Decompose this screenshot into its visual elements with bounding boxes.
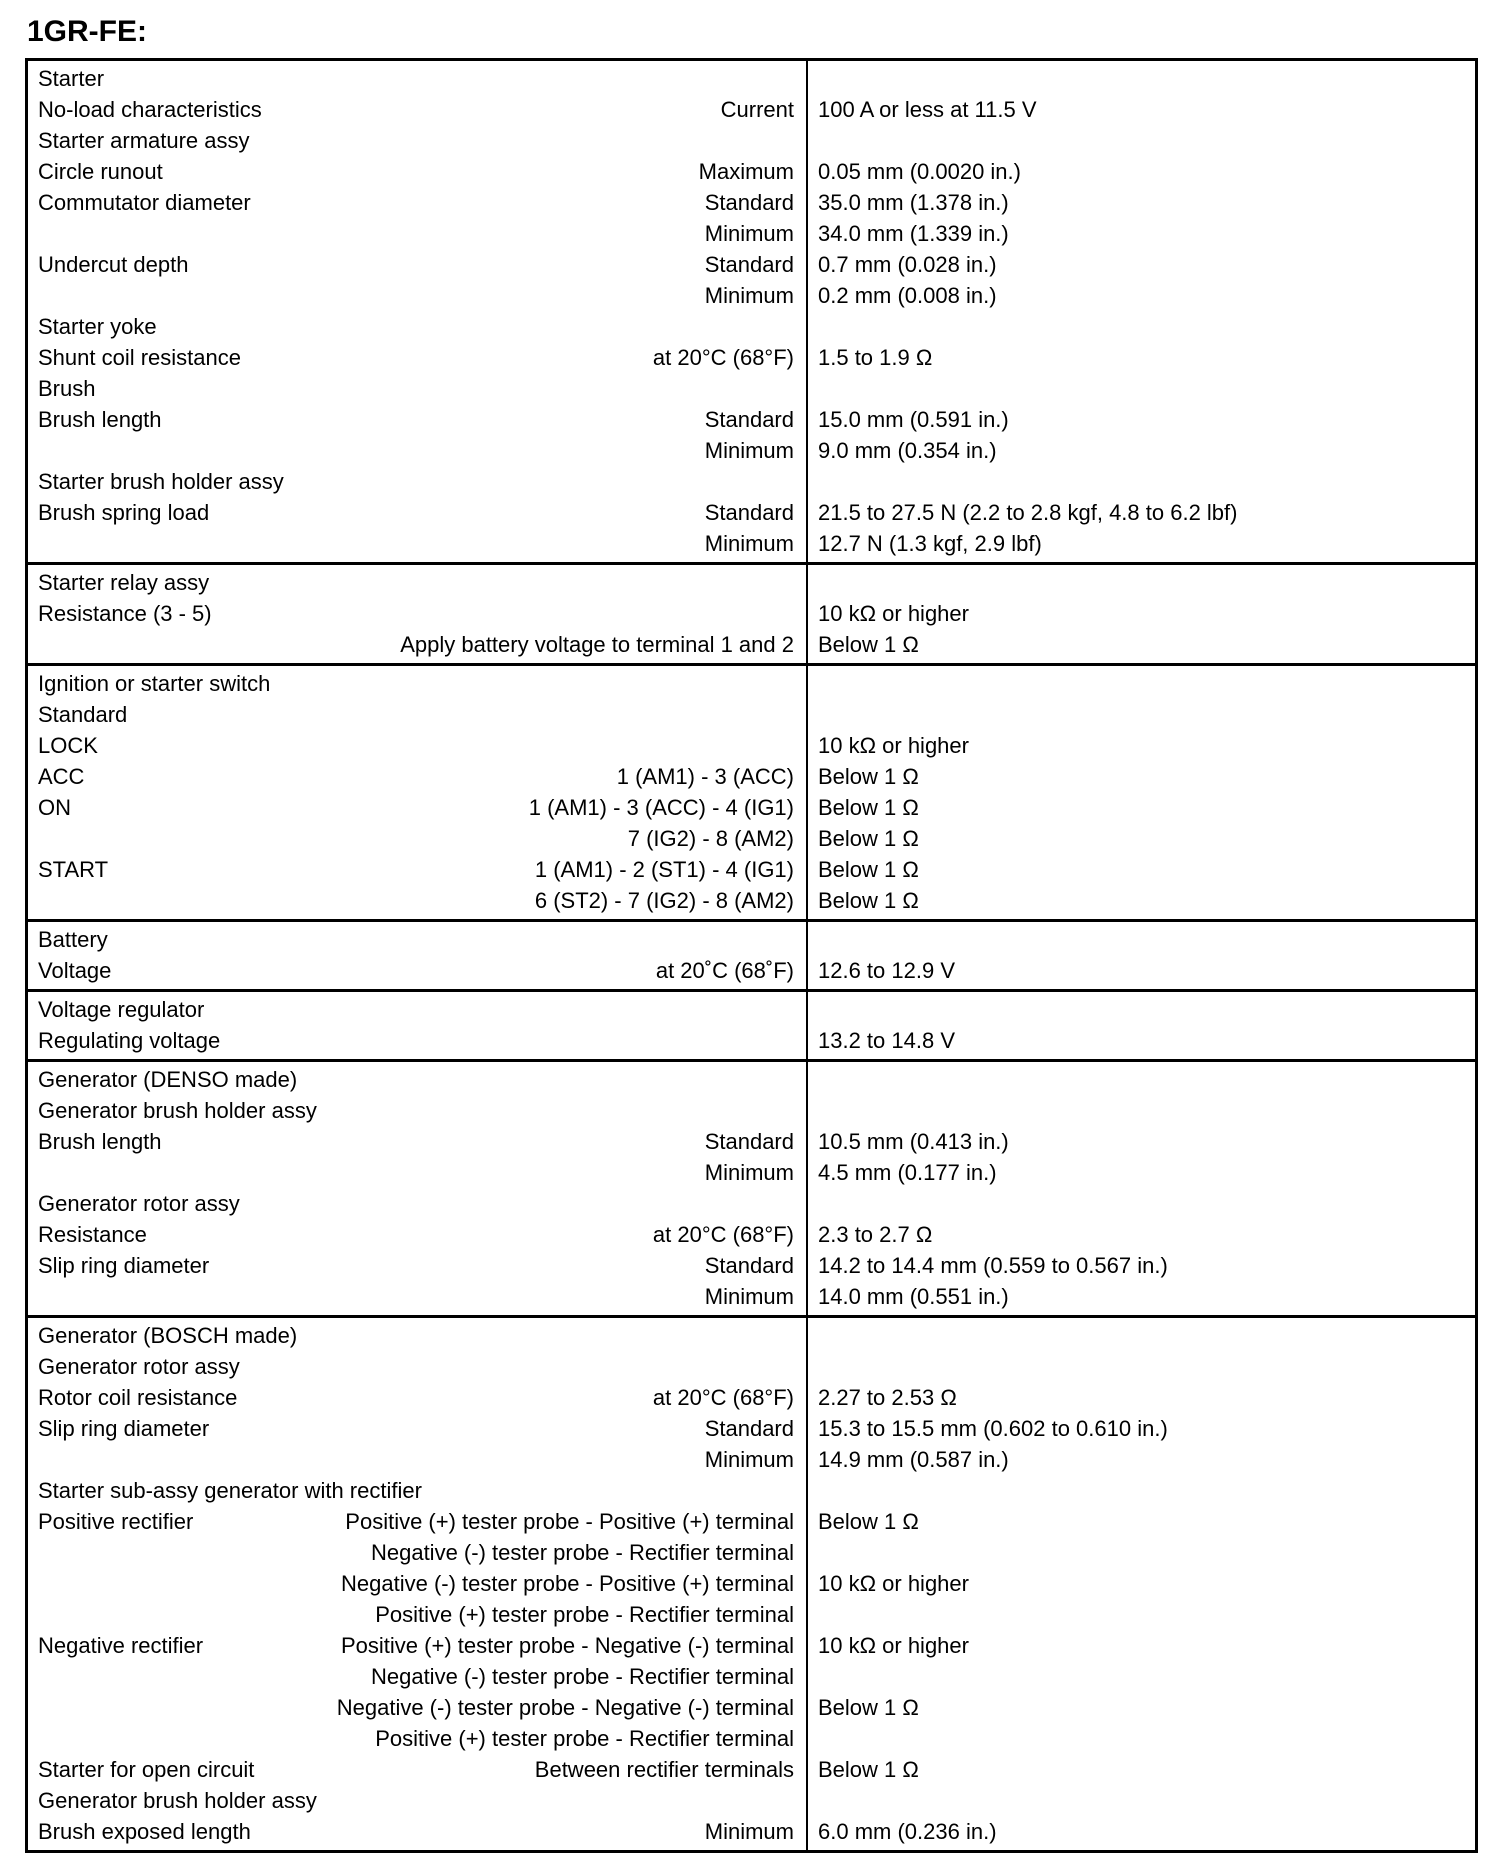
row-condition: Minimum: [704, 1159, 794, 1185]
row-value: 4.5 mm (0.177 in.): [818, 1159, 997, 1185]
row-condition: at 20°C (68°F): [652, 1221, 794, 1247]
row-value: 15.3 to 15.5 mm (0.602 to 0.610 in.): [818, 1415, 1168, 1441]
spec-row-right: [808, 761, 1475, 792]
spec-row-left: [28, 249, 806, 280]
spec-section: [28, 663, 1475, 919]
row-value: 34.0 mm (1.339 in.): [818, 220, 1009, 246]
row-label: Starter armature assy: [38, 127, 250, 153]
spec-row-left: [28, 1816, 806, 1847]
row-condition: Positive (+) tester probe - Rectifier terminal: [375, 1725, 794, 1751]
row-value: Below 1 Ω: [818, 1508, 919, 1534]
section-left-column: [28, 922, 808, 989]
row-condition: Positive (+) tester probe - Negative (-) terminal: [341, 1632, 794, 1658]
spec-row-left: [28, 218, 806, 249]
spec-row-right: [808, 497, 1475, 528]
spec-row-right: [808, 1723, 1475, 1754]
row-condition: Minimum: [704, 1446, 794, 1472]
spec-row-left: [28, 854, 806, 885]
row-value: 9.0 mm (0.354 in.): [818, 437, 997, 463]
spec-row-left: [28, 761, 806, 792]
row-label: Generator rotor assy: [38, 1190, 240, 1216]
spec-row-left: [28, 699, 806, 730]
row-condition: Standard: [704, 1415, 794, 1441]
spec-row-right: [808, 1506, 1475, 1537]
spec-row-left: [28, 792, 806, 823]
row-condition: Negative (-) tester probe - Rectifier terminal: [370, 1539, 794, 1565]
spec-row-right: [808, 1661, 1475, 1692]
spec-row-left: [28, 1025, 806, 1056]
spec-section: [28, 562, 1475, 663]
row-label: Starter for open circuit: [38, 1756, 255, 1782]
spec-row-right: [808, 1281, 1475, 1312]
row-value: 14.0 mm (0.551 in.): [818, 1283, 1009, 1309]
row-value: Below 1 Ω: [818, 631, 919, 657]
row-label: Starter yoke: [38, 313, 157, 339]
spec-row-right: [808, 1785, 1475, 1816]
row-condition: 1 (AM1) - 3 (ACC): [616, 763, 794, 789]
row-condition: Positive (+) tester probe - Positive (+) terminal: [345, 1508, 794, 1534]
spec-row-left: [28, 342, 806, 373]
row-label: Starter: [38, 65, 105, 91]
row-condition: Negative (-) tester probe - Rectifier terminal: [370, 1663, 794, 1689]
spec-row-right: [808, 1630, 1475, 1661]
row-value: 100 A or less at 11.5 V: [818, 96, 1037, 122]
spec-row-right: [808, 1816, 1475, 1847]
row-condition: Minimum: [704, 1818, 794, 1844]
section-right-column: [808, 1064, 1475, 1312]
row-condition: at 20°C (68°F): [652, 1384, 794, 1410]
row-condition: Standard: [704, 189, 794, 215]
spec-row-right: [808, 854, 1475, 885]
row-value: Below 1 Ω: [818, 1694, 919, 1720]
row-value: 14.9 mm (0.587 in.): [818, 1446, 1009, 1472]
row-value: 10 kΩ or higher: [818, 1632, 969, 1658]
spec-section: [28, 1059, 1475, 1315]
row-label: Positive rectifier: [38, 1508, 194, 1534]
spec-row-right: [808, 1537, 1475, 1568]
row-value: 6.0 mm (0.236 in.): [818, 1818, 997, 1844]
spec-row-right: [808, 1320, 1475, 1351]
section-right-column: [808, 63, 1475, 559]
spec-row-right: [808, 466, 1475, 497]
row-value: Below 1 Ω: [818, 825, 919, 851]
row-label: LOCK: [38, 732, 98, 758]
row-label: Generator (DENSO made): [38, 1066, 298, 1092]
spec-row-right: [808, 730, 1475, 761]
spec-row-right: [808, 885, 1475, 916]
row-condition: Minimum: [704, 437, 794, 463]
spec-section: [28, 989, 1475, 1059]
row-label: Ignition or starter switch: [38, 670, 271, 696]
spec-row-left: [28, 1351, 806, 1382]
spec-row-right: [808, 342, 1475, 373]
spec-section: [28, 1315, 1475, 1850]
row-condition: Minimum: [704, 530, 794, 556]
row-label: Starter brush holder assy: [38, 468, 284, 494]
spec-row-left: [28, 1219, 806, 1250]
row-value: 35.0 mm (1.378 in.): [818, 189, 1009, 215]
spec-row-left: [28, 1413, 806, 1444]
row-value: 0.05 mm (0.0020 in.): [818, 158, 1021, 184]
row-label: Regulating voltage: [38, 1027, 221, 1053]
spec-row-left: [28, 1320, 806, 1351]
row-value: Below 1 Ω: [818, 887, 919, 913]
spec-row-right: [808, 1444, 1475, 1475]
row-label: Resistance: [38, 1221, 147, 1247]
row-label: Voltage: [38, 957, 112, 983]
spec-row-left: [28, 885, 806, 916]
spec-row-left: [28, 404, 806, 435]
row-label: Generator brush holder assy: [38, 1097, 317, 1123]
page-title: 1GR-FE:: [27, 15, 147, 48]
spec-row-right: [808, 528, 1475, 559]
row-value: 2.3 to 2.7 Ω: [818, 1221, 933, 1247]
spec-row-right: [808, 1475, 1475, 1506]
spec-row-right: [808, 1250, 1475, 1281]
spec-row-left: [28, 311, 806, 342]
spec-row-right: [808, 1413, 1475, 1444]
spec-row-right: [808, 1025, 1475, 1056]
spec-row-left: [28, 1444, 806, 1475]
spec-row-left: [28, 1157, 806, 1188]
row-label: Battery: [38, 926, 108, 952]
spec-section: [28, 919, 1475, 989]
spec-row-right: [808, 924, 1475, 955]
row-label: Shunt coil resistance: [38, 344, 241, 370]
row-label: Brush exposed length: [38, 1818, 251, 1844]
row-value: 21.5 to 27.5 N (2.2 to 2.8 kgf, 4.8 to 6.2 lbf): [818, 499, 1238, 525]
row-condition: 1 (AM1) - 2 (ST1) - 4 (IG1): [534, 856, 794, 882]
row-condition: Minimum: [704, 282, 794, 308]
row-value: 10 kΩ or higher: [818, 600, 969, 626]
spec-row-left: [28, 1630, 806, 1661]
spec-row-left: [28, 1095, 806, 1126]
spec-row-right: [808, 373, 1475, 404]
row-condition: Standard: [704, 1128, 794, 1154]
row-condition: Positive (+) tester probe - Rectifier terminal: [375, 1601, 794, 1627]
spec-row-left: [28, 125, 806, 156]
row-label: Commutator diameter: [38, 189, 251, 215]
spec-row-right: [808, 1219, 1475, 1250]
spec-row-right: [808, 1568, 1475, 1599]
row-value: 15.0 mm (0.591 in.): [818, 406, 1009, 432]
row-value: Below 1 Ω: [818, 1756, 919, 1782]
row-label: Voltage regulator: [38, 996, 205, 1022]
row-value: 0.2 mm (0.008 in.): [818, 282, 997, 308]
spec-row-right: [808, 1126, 1475, 1157]
spec-row-left: [28, 94, 806, 125]
spec-row-left: [28, 1281, 806, 1312]
spec-row-left: [28, 1754, 806, 1785]
spec-row-left: [28, 567, 806, 598]
row-value: Below 1 Ω: [818, 763, 919, 789]
spec-row-left: [28, 497, 806, 528]
spec-row-right: [808, 94, 1475, 125]
spec-row-right: [808, 792, 1475, 823]
spec-row-right: [808, 823, 1475, 854]
row-label: Rotor coil resistance: [38, 1384, 238, 1410]
row-condition: 1 (AM1) - 3 (ACC) - 4 (IG1): [528, 794, 794, 820]
spec-row-right: [808, 249, 1475, 280]
spec-row-right: [808, 567, 1475, 598]
section-right-column: [808, 567, 1475, 660]
row-label: Standard: [38, 701, 128, 727]
row-label: Negative rectifier: [38, 1632, 204, 1658]
spec-row-left: [28, 1064, 806, 1095]
row-value: 0.7 mm (0.028 in.): [818, 251, 997, 277]
spec-row-left: [28, 629, 806, 660]
spec-row-right: [808, 435, 1475, 466]
row-condition: at 20˚C (68˚F): [655, 957, 794, 983]
spec-row-left: [28, 730, 806, 761]
spec-row-right: [808, 311, 1475, 342]
spec-row-left: [28, 1568, 806, 1599]
row-label: START: [38, 856, 109, 882]
spec-row-right: [808, 156, 1475, 187]
spec-row-right: [808, 1188, 1475, 1219]
spec-row-right: [808, 187, 1475, 218]
spec-row-left: [28, 1537, 806, 1568]
spec-row-right: [808, 629, 1475, 660]
row-condition: Negative (-) tester probe - Positive (+) terminal: [341, 1570, 794, 1596]
row-label: Brush: [38, 375, 96, 401]
row-label: Generator (BOSCH made): [38, 1322, 298, 1348]
spec-row-right: [808, 1095, 1475, 1126]
row-label: Slip ring diameter: [38, 1252, 210, 1278]
row-condition: Between rectifier terminals: [534, 1756, 794, 1782]
spec-row-left: [28, 1126, 806, 1157]
row-value: 2.27 to 2.53 Ω: [818, 1384, 957, 1410]
section-right-column: [808, 668, 1475, 916]
row-label: Brush length: [38, 1128, 162, 1154]
spec-row-right: [808, 699, 1475, 730]
spec-row-right: [808, 63, 1475, 94]
section-left-column: [28, 61, 808, 562]
spec-row-right: [808, 404, 1475, 435]
spec-row-left: [28, 823, 806, 854]
spec-row-right: [808, 1754, 1475, 1785]
section-left-column: [28, 992, 808, 1059]
spec-row-right: [808, 1351, 1475, 1382]
row-label: Generator rotor assy: [38, 1353, 240, 1379]
row-condition: Minimum: [704, 1283, 794, 1309]
row-value: 14.2 to 14.4 mm (0.559 to 0.567 in.): [818, 1252, 1168, 1278]
row-label: Undercut depth: [38, 251, 189, 277]
spec-row-left: [28, 528, 806, 559]
row-label: ACC: [38, 763, 85, 789]
row-condition: 6 (ST2) - 7 (IG2) - 8 (AM2): [534, 887, 794, 913]
row-condition: Current: [720, 96, 794, 122]
row-label: Resistance (3 - 5): [38, 600, 212, 626]
spec-row-left: [28, 598, 806, 629]
row-value: 10 kΩ or higher: [818, 732, 969, 758]
spec-row-left: [28, 1506, 806, 1537]
spec-row-left: [28, 1188, 806, 1219]
spec-row-right: [808, 125, 1475, 156]
row-condition: Negative (-) tester probe - Negative (-) terminal: [336, 1694, 794, 1720]
spec-row-left: [28, 668, 806, 699]
spec-row-right: [808, 1064, 1475, 1095]
spec-row-left: [28, 63, 806, 94]
section-left-column: [28, 565, 808, 663]
spec-row-right: [808, 994, 1475, 1025]
spec-row-left: [28, 1599, 806, 1630]
row-label: Slip ring diameter: [38, 1415, 210, 1441]
row-value: 10 kΩ or higher: [818, 1570, 969, 1596]
row-label: Circle runout: [38, 158, 163, 184]
spec-row-left: [28, 1382, 806, 1413]
spec-row-right: [808, 218, 1475, 249]
row-value: Below 1 Ω: [818, 794, 919, 820]
row-value: 12.6 to 12.9 V: [818, 957, 955, 983]
spec-row-right: [808, 668, 1475, 699]
spec-row-left: [28, 1723, 806, 1754]
spec-row-left: [28, 373, 806, 404]
row-condition: Apply battery voltage to terminal 1 and 2: [400, 631, 794, 657]
spec-row-left: [28, 1692, 806, 1723]
section-left-column: [28, 666, 808, 919]
row-condition: Standard: [704, 499, 794, 525]
row-label: Brush spring load: [38, 499, 210, 525]
row-label: ON: [38, 794, 71, 820]
spec-row-left: [28, 466, 806, 497]
row-label: No-load characteristics: [38, 96, 262, 122]
spec-table: [25, 58, 1478, 1853]
row-value: Below 1 Ω: [818, 856, 919, 882]
spec-row-right: [808, 1157, 1475, 1188]
spec-row-right: [808, 598, 1475, 629]
section-left-column: [28, 1318, 808, 1850]
spec-row-left: [28, 435, 806, 466]
section-left-column: [28, 1062, 808, 1315]
section-right-column: [808, 1320, 1475, 1847]
spec-row-left: [28, 994, 806, 1025]
row-value: 12.7 N (1.3 kgf, 2.9 lbf): [818, 530, 1042, 556]
spec-row-left: [28, 955, 806, 986]
row-label: Brush length: [38, 406, 162, 432]
section-right-column: [808, 924, 1475, 986]
spec-section: [28, 61, 1475, 562]
row-condition: Maximum: [698, 158, 794, 184]
row-label: Starter relay assy: [38, 569, 210, 595]
spec-row-right: [808, 1692, 1475, 1723]
row-condition: Standard: [704, 251, 794, 277]
spec-row-left: [28, 1250, 806, 1281]
spec-row-left: [28, 1475, 806, 1506]
row-value: 13.2 to 14.8 V: [818, 1027, 955, 1053]
row-condition: 7 (IG2) - 8 (AM2): [627, 825, 794, 851]
row-condition: at 20°C (68°F): [652, 344, 794, 370]
row-label: Generator brush holder assy: [38, 1787, 317, 1813]
spec-row-left: [28, 280, 806, 311]
spec-row-left: [28, 1661, 806, 1692]
spec-row-left: [28, 156, 806, 187]
spec-row-left: [28, 187, 806, 218]
spec-row-left: [28, 924, 806, 955]
spec-row-left: [28, 1785, 806, 1816]
row-value: 1.5 to 1.9 Ω: [818, 344, 933, 370]
row-label: Starter sub-assy generator with rectifier: [38, 1477, 422, 1503]
section-right-column: [808, 994, 1475, 1056]
spec-row-right: [808, 1382, 1475, 1413]
row-condition: Standard: [704, 406, 794, 432]
row-condition: Minimum: [704, 220, 794, 246]
row-value: 10.5 mm (0.413 in.): [818, 1128, 1009, 1154]
spec-row-right: [808, 280, 1475, 311]
spec-row-right: [808, 955, 1475, 986]
row-condition: Standard: [704, 1252, 794, 1278]
spec-row-right: [808, 1599, 1475, 1630]
